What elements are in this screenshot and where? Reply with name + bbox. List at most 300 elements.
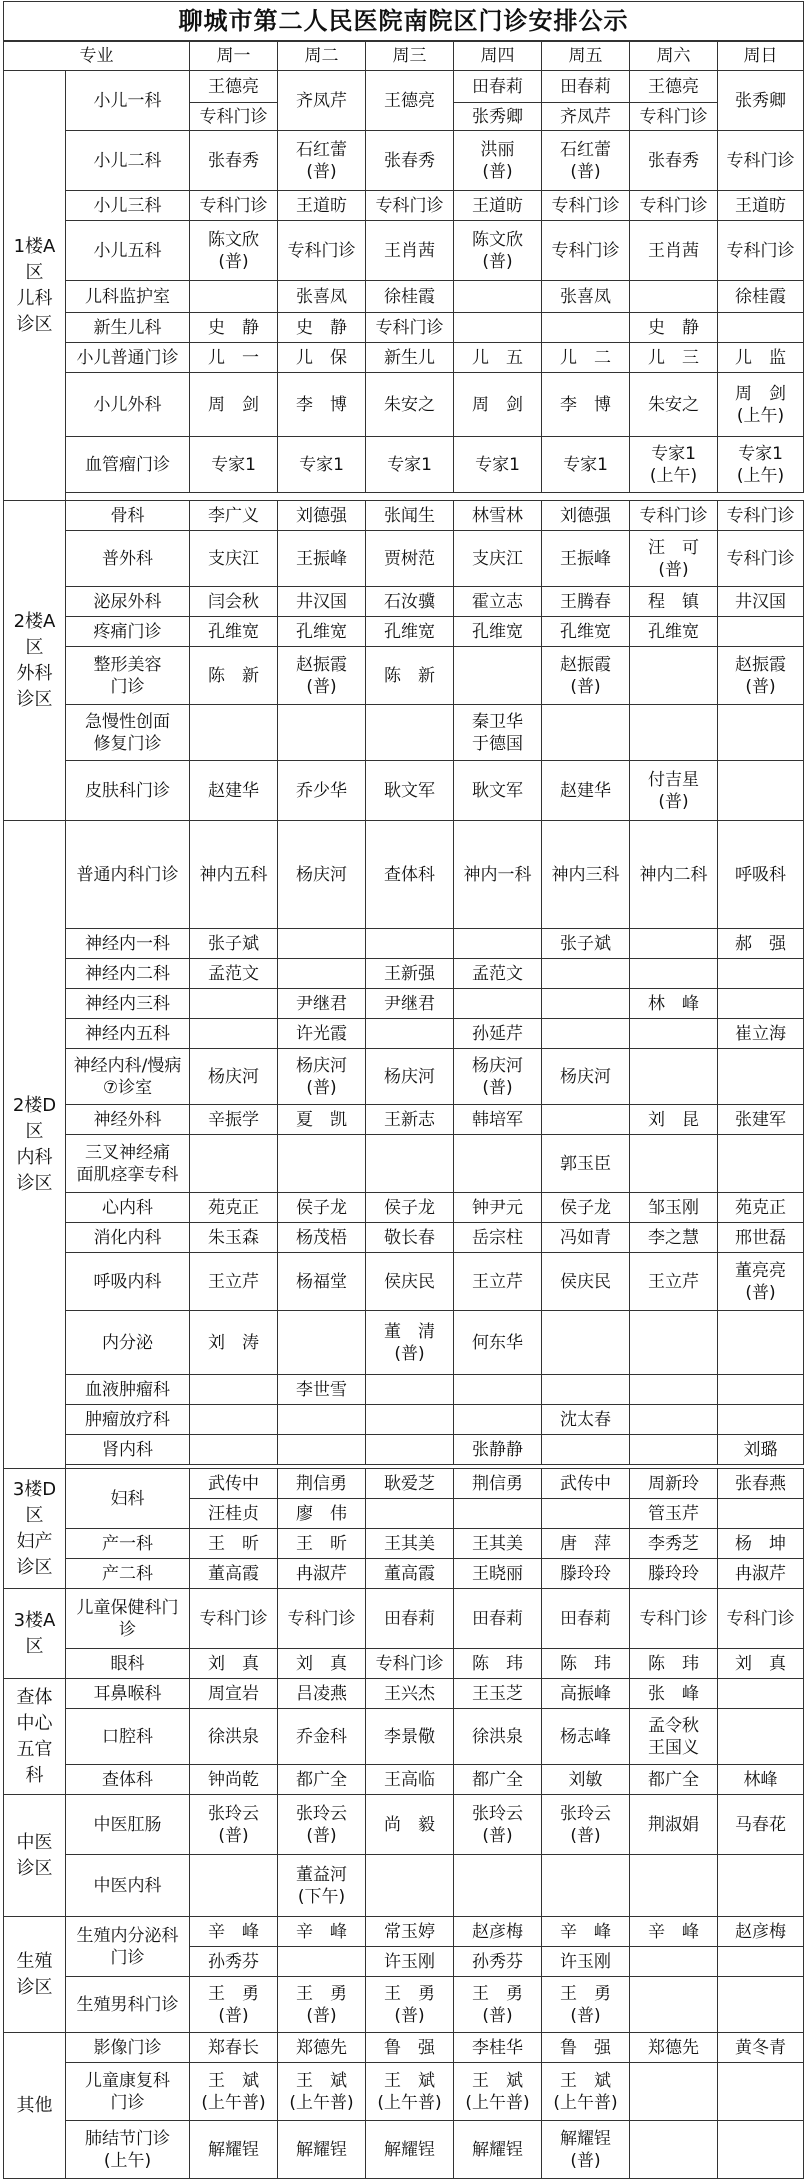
header-cell-sunday: 周日 <box>718 41 804 71</box>
schedule-cell: 鲁 强 <box>366 2033 454 2063</box>
schedule-cell <box>630 2121 718 2179</box>
schedule-cell: 朱安之 <box>366 373 454 437</box>
schedule-cell: 解耀锃 <box>278 2121 366 2179</box>
schedule-cell <box>366 1405 454 1435</box>
schedule-cell: 陈文欣 (普) <box>190 221 278 281</box>
schedule-cell: 王 斌 (上午普) <box>366 2063 454 2121</box>
schedule-cell: 刘璐 <box>718 1435 804 1465</box>
schedule-cell: 赵振霞 (普) <box>542 647 630 705</box>
schedule-cell: 解耀锃 <box>454 2121 542 2179</box>
schedule-cell <box>718 1947 804 1977</box>
schedule-cell <box>278 1435 366 1465</box>
schedule-cell: 林峰 <box>718 1765 804 1795</box>
department-cell: 小儿普通门诊 <box>66 343 190 373</box>
schedule-cell: 神内二科 <box>630 821 718 929</box>
department-cell: 口腔科 <box>66 1709 190 1765</box>
department-cell: 产一科 <box>66 1529 190 1559</box>
schedule-cell: 滕玲玲 <box>630 1559 718 1589</box>
title-row <box>4 2 804 42</box>
schedule-cell: 汪 可 (普) <box>630 531 718 587</box>
schedule-cell: 王 斌 (上午普) <box>454 2063 542 2121</box>
schedule-cell <box>630 1977 718 2033</box>
schedule-cell: 王德亮 <box>366 71 454 131</box>
table-row <box>4 1223 804 1253</box>
schedule-cell: 专家1 <box>278 437 366 493</box>
schedule-cell: 董高霞 <box>366 1559 454 1589</box>
schedule-cell <box>542 1499 630 1529</box>
department-cell: 查体科 <box>66 1765 190 1795</box>
schedule-cell: 周新玲 <box>630 1469 718 1499</box>
schedule-cell: 解耀锃 (普) <box>542 2121 630 2179</box>
schedule-cell: 岳宗柱 <box>454 1223 542 1253</box>
department-cell: 骨科 <box>66 501 190 531</box>
schedule-cell: 刘 真 <box>718 1649 804 1679</box>
schedule-cell: 王立芹 <box>630 1253 718 1311</box>
department-cell: 小儿外科 <box>66 373 190 437</box>
department-cell: 普外科 <box>66 531 190 587</box>
schedule-cell: 吕凌燕 <box>278 1679 366 1709</box>
schedule-cell: 荆信勇 <box>278 1469 366 1499</box>
schedule-cell: 刘 昆 <box>630 1105 718 1135</box>
schedule-cell: 王道昉 <box>454 191 542 221</box>
schedule-cell: 尚 毅 <box>366 1795 454 1855</box>
department-cell: 儿童康复科 门诊 <box>66 2063 190 2121</box>
schedule-cell: 杨庆河 <box>190 1049 278 1105</box>
schedule-cell: 耿爱芝 <box>366 1469 454 1499</box>
schedule-cell: 冉淑芹 <box>718 1559 804 1589</box>
schedule-cell <box>190 1135 278 1193</box>
schedule-cell: 侯庆民 <box>366 1253 454 1311</box>
table-row <box>4 1917 804 1947</box>
schedule-cell: 苑克正 <box>190 1193 278 1223</box>
schedule-cell: 徐洪泉 <box>454 1709 542 1765</box>
table-row <box>4 929 804 959</box>
schedule-cell: 张子斌 <box>542 929 630 959</box>
schedule-cell: 张秀卿 <box>454 103 542 131</box>
table-row <box>4 1559 804 1589</box>
table-row <box>4 1469 804 1499</box>
schedule-cell <box>190 1435 278 1465</box>
zone-cell: 3楼D 区 妇产 诊区 <box>4 1469 66 1589</box>
schedule-cell: 陈 新 <box>190 647 278 705</box>
schedule-cell: 辛 峰 <box>278 1917 366 1947</box>
schedule-cell: 专家1 <box>366 437 454 493</box>
department-cell: 普通内科门诊 <box>66 821 190 929</box>
schedule-cell: 杨茂梧 <box>278 1223 366 1253</box>
header-cell-thursday: 周四 <box>454 41 542 71</box>
schedule-cell: 张玲云 (普) <box>190 1795 278 1855</box>
schedule-cell <box>718 617 804 647</box>
department-cell: 神经内科/慢病 ⑦诊室 <box>66 1049 190 1105</box>
schedule-cell: 专科门诊 <box>718 531 804 587</box>
schedule-cell: 孟令秋 王国义 <box>630 1709 718 1765</box>
schedule-cell: 史 静 <box>190 313 278 343</box>
department-cell: 耳鼻喉科 <box>66 1679 190 1709</box>
schedule-cell: 张春燕 <box>718 1469 804 1499</box>
schedule-cell: 许玉刚 <box>542 1947 630 1977</box>
table-row <box>4 343 804 373</box>
header-cell-saturday: 周六 <box>630 41 718 71</box>
schedule-cell: 李桂华 <box>454 2033 542 2063</box>
schedule-cell: 苑克正 <box>718 1193 804 1223</box>
table-row <box>4 959 804 989</box>
schedule-cell: 王 勇 (普) <box>454 1977 542 2033</box>
schedule-cell <box>630 647 718 705</box>
zone-cell: 2楼D 区 内科 诊区 <box>4 821 66 1469</box>
department-cell: 消化内科 <box>66 1223 190 1253</box>
schedule-cell <box>718 1679 804 1709</box>
schedule-cell <box>366 1375 454 1405</box>
schedule-cell <box>454 1499 542 1529</box>
header-cell-wednesday: 周三 <box>366 41 454 71</box>
department-cell: 中医肛肠 <box>66 1795 190 1855</box>
schedule-cell: 杨庆河 (普) <box>454 1049 542 1105</box>
schedule-cell <box>278 1405 366 1435</box>
schedule-cell: 专科门诊 <box>542 191 630 221</box>
schedule-cell <box>718 1135 804 1193</box>
table-row <box>4 1765 804 1795</box>
schedule-cell: 张春秀 <box>190 131 278 191</box>
schedule-cell <box>718 2063 804 2121</box>
zone-cell: 生殖 诊区 <box>4 1917 66 2033</box>
page-title: 聊城市第二人民医院南院区门诊安排公示 <box>4 2 804 42</box>
schedule-cell <box>366 705 454 761</box>
department-cell: 生殖男科门诊 <box>66 1977 190 2033</box>
schedule-cell <box>190 1855 278 1917</box>
table-row <box>4 1375 804 1405</box>
schedule-cell: 专科门诊 <box>630 501 718 531</box>
schedule-cell: 汪桂贞 <box>190 1499 278 1529</box>
schedule-cell: 侯子龙 <box>366 1193 454 1223</box>
schedule-cell <box>630 281 718 313</box>
schedule-cell: 武传中 <box>190 1469 278 1499</box>
department-cell: 神经内三科 <box>66 989 190 1019</box>
schedule-cell <box>278 1135 366 1193</box>
department-cell: 心内科 <box>66 1193 190 1223</box>
schedule-cell <box>718 1049 804 1105</box>
schedule-cell: 李广义 <box>190 501 278 531</box>
schedule-cell: 杨庆河 <box>278 821 366 929</box>
schedule-cell <box>190 1375 278 1405</box>
schedule-cell: 鲁 强 <box>542 2033 630 2063</box>
schedule-cell: 王玉芝 <box>454 1679 542 1709</box>
schedule-cell: 井汉国 <box>278 587 366 617</box>
schedule-cell: 张秀卿 <box>718 71 804 131</box>
schedule-cell: 解耀锃 <box>190 2121 278 2179</box>
schedule-cell: 沈太春 <box>542 1405 630 1435</box>
schedule-cell <box>190 1405 278 1435</box>
schedule-cell: 许玉刚 <box>366 1947 454 1977</box>
schedule-cell: 张春秀 <box>630 131 718 191</box>
schedule-cell <box>718 1855 804 1917</box>
schedule-cell <box>454 929 542 959</box>
schedule-cell: 尹继君 <box>366 989 454 1019</box>
schedule-cell: 董高霞 <box>190 1559 278 1589</box>
schedule-cell: 李 博 <box>278 373 366 437</box>
schedule-cell: 徐洪泉 <box>190 1709 278 1765</box>
schedule-cell: 陈文欣 (普) <box>454 221 542 281</box>
schedule-cell: 侯子龙 <box>542 1193 630 1223</box>
schedule-cell: 李世雪 <box>278 1375 366 1405</box>
zone-cell: 3楼A 区 <box>4 1589 66 1679</box>
schedule-cell: 敬长春 <box>366 1223 454 1253</box>
schedule-cell: 王其美 <box>366 1529 454 1559</box>
schedule-cell <box>542 959 630 989</box>
schedule-cell: 廖 伟 <box>278 1499 366 1529</box>
schedule-cell <box>454 1375 542 1405</box>
zone-cell: 1楼A 区 儿科 诊区 <box>4 71 66 501</box>
schedule-cell: 朱安之 <box>630 373 718 437</box>
schedule-cell <box>190 281 278 313</box>
schedule-cell <box>542 1311 630 1375</box>
schedule-cell: 张子斌 <box>190 929 278 959</box>
schedule-cell: 辛 峰 <box>542 1917 630 1947</box>
department-cell: 儿科监护室 <box>66 281 190 313</box>
schedule-cell: 辛 峰 <box>190 1917 278 1947</box>
table-row <box>4 1253 804 1311</box>
schedule-cell: 陈 玮 <box>542 1649 630 1679</box>
header-cell-friday: 周五 <box>542 41 630 71</box>
schedule-cell: 乔金科 <box>278 1709 366 1765</box>
schedule-cell: 王 斌 (上午普) <box>542 2063 630 2121</box>
schedule-cell: 朱玉森 <box>190 1223 278 1253</box>
schedule-cell: 王 斌 (上午普) <box>278 2063 366 2121</box>
department-cell: 急慢性创面 修复门诊 <box>66 705 190 761</box>
department-cell: 儿童保健科门 诊 <box>66 1589 190 1649</box>
table-row <box>4 1679 804 1709</box>
schedule-cell: 刘 真 <box>190 1649 278 1679</box>
schedule-cell: 孔维宽 <box>630 617 718 647</box>
schedule-cell: 郑春长 <box>190 2033 278 2063</box>
schedule-cell: 王立芹 <box>454 1253 542 1311</box>
schedule-cell <box>718 1405 804 1435</box>
table-row <box>4 761 804 821</box>
schedule-cell <box>278 959 366 989</box>
schedule-cell: 林雪林 <box>454 501 542 531</box>
schedule-cell: 专科门诊 <box>366 191 454 221</box>
schedule-cell: 田春莉 <box>454 71 542 103</box>
schedule-cell: 秦卫华 于德国 <box>454 705 542 761</box>
schedule-cell: 董 清 (普) <box>366 1311 454 1375</box>
schedule-cell: 杨庆河 <box>542 1049 630 1105</box>
table-row <box>4 1709 804 1765</box>
department-cell: 泌尿外科 <box>66 587 190 617</box>
department-cell: 小儿一科 <box>66 71 190 131</box>
schedule-cell: 耿文军 <box>454 761 542 821</box>
schedule-cell: 孙秀芬 <box>190 1947 278 1977</box>
schedule-cell: 董益河 (下午) <box>278 1855 366 1917</box>
schedule-cell: 张建军 <box>718 1105 804 1135</box>
schedule-cell <box>718 1499 804 1529</box>
schedule-cell <box>718 989 804 1019</box>
schedule-cell: 王振峰 <box>542 531 630 587</box>
table-row <box>4 313 804 343</box>
schedule-cell: 王腾春 <box>542 587 630 617</box>
schedule-cell: 神内一科 <box>454 821 542 929</box>
department-cell: 小儿三科 <box>66 191 190 221</box>
schedule-cell: 王 勇 (普) <box>190 1977 278 2033</box>
schedule-cell: 儿 监 <box>718 343 804 373</box>
schedule-cell: 王新强 <box>366 959 454 989</box>
schedule-cell: 专科门诊 <box>630 103 718 131</box>
schedule-cell: 乔少华 <box>278 761 366 821</box>
schedule-cell <box>190 989 278 1019</box>
zone-cell: 中医 诊区 <box>4 1795 66 1917</box>
department-cell: 小儿二科 <box>66 131 190 191</box>
schedule-cell: 李秀芝 <box>630 1529 718 1559</box>
table-row <box>4 705 804 761</box>
table-row <box>4 1977 804 2033</box>
schedule-cell <box>542 1375 630 1405</box>
department-cell: 三叉神经痛 面肌痉挛专科 <box>66 1135 190 1193</box>
table-row <box>4 2033 804 2063</box>
schedule-cell <box>718 1311 804 1375</box>
table-row <box>4 1529 804 1559</box>
schedule-cell: 杨福堂 <box>278 1253 366 1311</box>
schedule-cell: 专家1 <box>454 437 542 493</box>
schedule-cell: 尹继君 <box>278 989 366 1019</box>
schedule-cell: 孔维宽 <box>190 617 278 647</box>
schedule-cell: 夏 凯 <box>278 1105 366 1135</box>
schedule-cell: 郑德先 <box>278 2033 366 2063</box>
schedule-cell: 石红蕾 (普) <box>542 131 630 191</box>
schedule-cell: 孔维宽 <box>542 617 630 647</box>
table-row <box>4 1105 804 1135</box>
schedule-cell: 刘 真 <box>278 1649 366 1679</box>
table-row <box>4 617 804 647</box>
schedule-cell: 王 昕 <box>190 1529 278 1559</box>
schedule-cell: 都广全 <box>630 1765 718 1795</box>
schedule-cell: 赵建华 <box>542 761 630 821</box>
schedule-cell: 周 剑 <box>190 373 278 437</box>
schedule-cell <box>278 929 366 959</box>
department-cell: 疼痛门诊 <box>66 617 190 647</box>
schedule-cell <box>366 1135 454 1193</box>
schedule-cell: 钟尚乾 <box>190 1765 278 1795</box>
table-row <box>4 2063 804 2121</box>
table-row <box>4 221 804 281</box>
department-cell: 小儿五科 <box>66 221 190 281</box>
department-cell: 呼吸内科 <box>66 1253 190 1311</box>
table-row <box>4 1435 804 1465</box>
schedule-cell <box>454 1135 542 1193</box>
schedule-cell <box>630 2063 718 2121</box>
schedule-cell: 史 静 <box>630 313 718 343</box>
schedule-cell: 田春莉 <box>366 1589 454 1649</box>
schedule-cell <box>630 929 718 959</box>
schedule-cell: 郭玉臣 <box>542 1135 630 1193</box>
schedule-cell: 专科门诊 <box>630 1589 718 1649</box>
table-row <box>4 1405 804 1435</box>
table-row <box>4 437 804 493</box>
schedule-cell: 史 静 <box>278 313 366 343</box>
schedule-cell: 滕玲玲 <box>542 1559 630 1589</box>
schedule-cell <box>454 647 542 705</box>
table-row <box>4 71 804 103</box>
schedule-cell: 辛振学 <box>190 1105 278 1135</box>
schedule-cell: 郑德先 <box>630 2033 718 2063</box>
schedule-cell: 神内三科 <box>542 821 630 929</box>
schedule-cell <box>630 1435 718 1465</box>
schedule-cell <box>630 1311 718 1375</box>
schedule-cell: 张玲云 (普) <box>454 1795 542 1855</box>
schedule-cell: 神内五科 <box>190 821 278 929</box>
department-cell: 神经内二科 <box>66 959 190 989</box>
schedule-cell: 杨庆河 <box>366 1049 454 1105</box>
schedule-cell: 洪丽 (普) <box>454 131 542 191</box>
schedule-cell: 王高临 <box>366 1765 454 1795</box>
schedule-cell <box>630 1375 718 1405</box>
schedule-cell: 付吉星 (普) <box>630 761 718 821</box>
schedule-cell: 贾树范 <box>366 531 454 587</box>
schedule-cell: 霍立志 <box>454 587 542 617</box>
schedule-body <box>4 71 804 2179</box>
schedule-cell: 王 勇 (普) <box>366 1977 454 2033</box>
table-row <box>4 1795 804 1855</box>
schedule-cell <box>542 705 630 761</box>
schedule-cell <box>542 989 630 1019</box>
schedule-cell: 王 斌 (上午普) <box>190 2063 278 2121</box>
schedule-cell <box>366 929 454 959</box>
schedule-cell: 查体科 <box>366 821 454 929</box>
schedule-cell: 赵振霞 (普) <box>718 647 804 705</box>
table-row <box>4 1193 804 1223</box>
schedule-cell: 常玉婷 <box>366 1917 454 1947</box>
header-row <box>4 41 804 71</box>
schedule-cell: 张喜凤 <box>278 281 366 313</box>
schedule-cell: 荆信勇 <box>454 1469 542 1499</box>
department-cell: 血管瘤门诊 <box>66 437 190 493</box>
schedule-cell: 张喜凤 <box>542 281 630 313</box>
schedule-cell: 专科门诊 <box>190 103 278 131</box>
schedule-cell: 田春莉 <box>542 1589 630 1649</box>
table-row <box>4 821 804 929</box>
schedule-cell <box>454 1405 542 1435</box>
table-row <box>4 1855 804 1917</box>
table-row <box>4 531 804 587</box>
schedule-cell: 支庆江 <box>190 531 278 587</box>
schedule-cell: 张玲云 (普) <box>542 1795 630 1855</box>
schedule-cell: 赵彦梅 <box>718 1917 804 1947</box>
header-cell-monday: 周一 <box>190 41 278 71</box>
schedule-cell: 齐凤芹 <box>278 71 366 131</box>
table-row <box>4 587 804 617</box>
schedule-cell: 闫会秋 <box>190 587 278 617</box>
table-row <box>4 2121 804 2179</box>
schedule-cell: 马春花 <box>718 1795 804 1855</box>
schedule-cell: 李景儆 <box>366 1709 454 1765</box>
table-row <box>4 131 804 191</box>
schedule-cell: 徐桂霞 <box>718 281 804 313</box>
schedule-cell: 都广全 <box>454 1765 542 1795</box>
schedule-cell: 唐 萍 <box>542 1529 630 1559</box>
schedule-cell: 专科门诊 <box>278 1589 366 1649</box>
schedule-cell <box>366 1855 454 1917</box>
schedule-cell: 王 昕 <box>278 1529 366 1559</box>
table-row <box>4 1311 804 1375</box>
schedule-cell: 管玉芹 <box>630 1499 718 1529</box>
schedule-cell <box>630 1135 718 1193</box>
schedule-cell <box>454 1855 542 1917</box>
schedule-cell: 林 峰 <box>630 989 718 1019</box>
schedule-cell: 解耀锃 <box>366 2121 454 2179</box>
schedule-cell: 专科门诊 <box>366 1649 454 1679</box>
schedule-cell: 王新志 <box>366 1105 454 1135</box>
schedule-cell: 专家1 <box>190 437 278 493</box>
schedule-cell: 孟范文 <box>454 959 542 989</box>
schedule-cell: 王晓丽 <box>454 1559 542 1589</box>
schedule-cell: 赵建华 <box>190 761 278 821</box>
